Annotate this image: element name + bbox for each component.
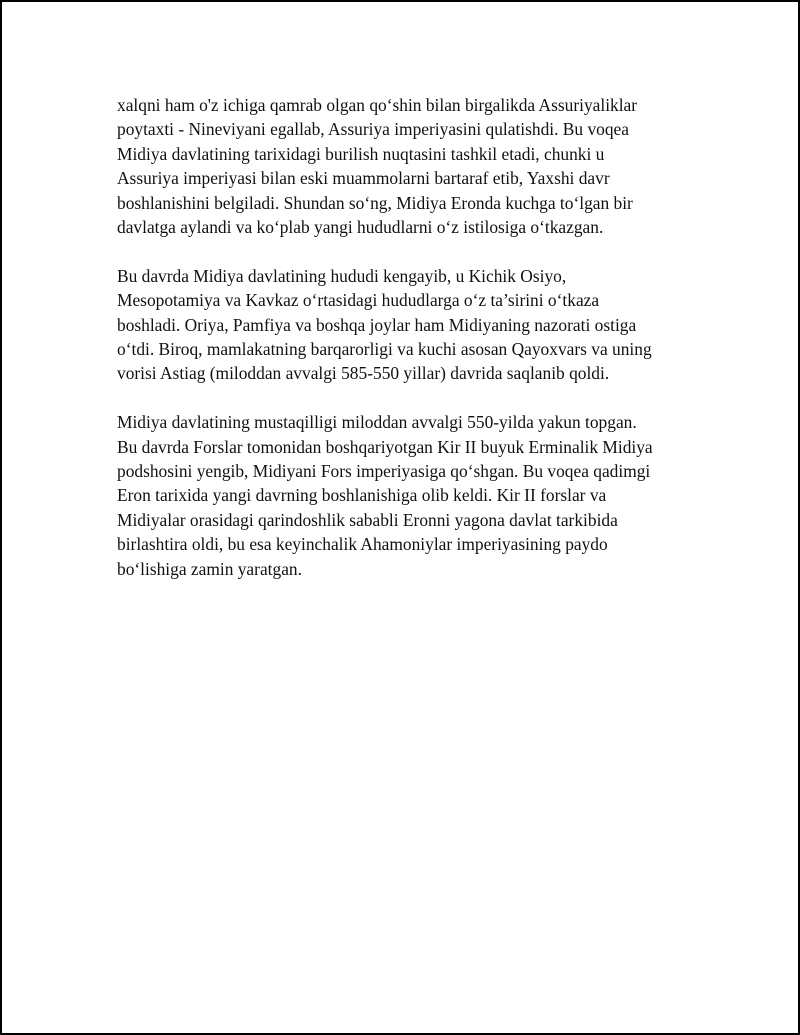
text-line: xalqni ham o'z ichiga qamrab olgan qo‘shin bilan birgalikda Assuriyaliklar <box>117 95 638 115</box>
text-line: davlatga aylandi va ko‘plab yangi hududlarni o‘z istilosiga o‘tkazgan. <box>117 217 604 238</box>
text-line: boshladi. Oriya, Pamfiya va boshqa joylar ham Midiyaning nazorati ostiga <box>117 314 637 335</box>
text-line: Mesopotamiya va Kavkaz o‘rtasidagi hududlarga o‘z ta’sirini o‘tkaza <box>117 290 600 311</box>
text-line: boshlanishini belgiladi. Shundan so‘ng, Midiya Eronda kuchga to‘lgan bir <box>117 192 633 213</box>
text-line: Midiya davlatining tarixidagi burilish nuqtasini tashkil etadi, chunki u <box>117 143 605 164</box>
text-line: podshosini yengib, Midiyani Fors imperiyasiga qo‘shgan. Bu voqea qadimgi <box>117 461 651 482</box>
text-line: Bu davrda Midiya davlatining hududi kengayib, u Kichik Osiyo, <box>117 265 567 286</box>
document-body <box>117 93 702 605</box>
paragraph <box>117 264 702 386</box>
text-line: Midiya davlatining mustaqilligi miloddan avvalgi 550-yilda yakun topgan. <box>117 412 637 433</box>
text-line: birlashtira oldi, bu esa keyinchalik Ahamoniylar imperiyasining paydo <box>117 534 608 555</box>
text-line: o‘tdi. Biroq, mamlakatning barqarorligi va kuchi asosan Qayoxvars va uning <box>117 339 652 360</box>
text-line: vorisi Astiag (miloddan avvalgi 585-550 yillar) davrida saqlanib qoldi. <box>117 363 610 384</box>
text-line: Bu davrda Forslar tomonidan boshqariyotgan Kir II buyuk Erminalik Midiya <box>117 436 653 457</box>
paragraph <box>117 410 702 581</box>
text-line: bo‘lishiga zamin yaratgan. <box>117 558 302 579</box>
text-line: poytaxti - Nineviyani egallab, Assuriya imperiyasini qulatishdi. Bu voqea <box>117 119 629 140</box>
text-line: Assuriya imperiyasi bilan eski muammolarni bartaraf etib, Yaxshi davr <box>117 168 610 189</box>
text-line: Eron tarixida yangi davrning boshlanishiga olib keldi. Kir II forslar va <box>117 485 607 506</box>
text-line: Midiyalar orasidagi qarindoshlik sababli Eronni yagona davlat tarkibida <box>117 509 618 530</box>
paragraph <box>117 93 702 239</box>
